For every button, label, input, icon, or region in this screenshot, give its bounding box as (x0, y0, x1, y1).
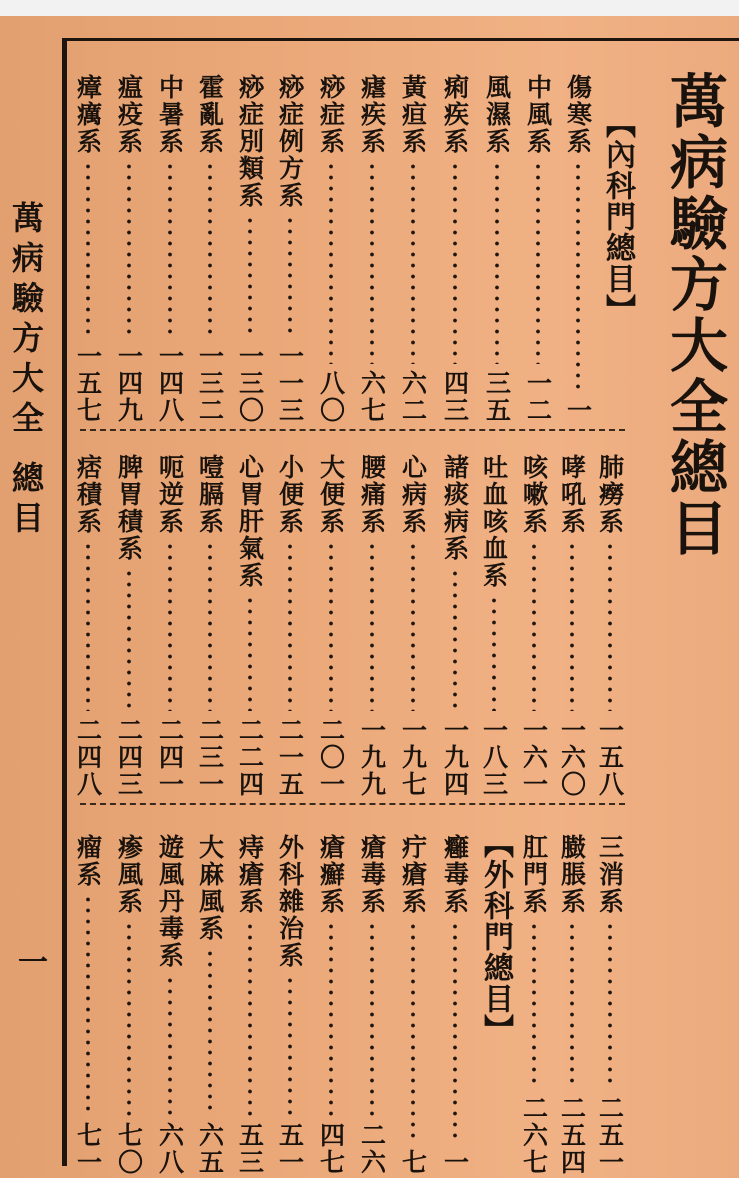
top-band-entry (232, 74, 268, 424)
dot-leader (85, 541, 91, 711)
dot-leader (126, 921, 132, 1116)
middle-band-entry (354, 454, 390, 798)
dot-leader (531, 921, 537, 1089)
dot-leader (607, 921, 613, 1089)
dot-leader (531, 541, 537, 711)
entry-name: 瘧疾系 (357, 74, 387, 155)
entry-page-number: 一五八 (595, 717, 625, 798)
dot-leader (247, 595, 253, 711)
dot-leader (607, 541, 613, 711)
dot-leader (85, 161, 91, 337)
middle-band-entry (592, 454, 628, 798)
entry-page-number: 六二 (398, 370, 428, 424)
top-band-entry (70, 74, 106, 424)
entry-name: 瘆風系 (114, 834, 144, 915)
dot-leader (575, 161, 581, 391)
entry-name: 癰毒系 (440, 834, 470, 915)
top-band-entry (272, 74, 308, 424)
entry-page-number: 二三一 (195, 717, 225, 798)
dot-leader (247, 215, 253, 337)
entry-name: 痧症例方系 (275, 74, 305, 209)
top-band-entry (560, 74, 596, 424)
entry-name: 呃逆系 (155, 454, 185, 535)
dot-leader (328, 541, 334, 711)
dot-leader (491, 595, 497, 711)
middle-band-entry (111, 454, 147, 798)
dot-leader (167, 541, 173, 711)
page-title: 萬病驗方大全總目 (660, 71, 728, 559)
middle-band-entry (313, 454, 349, 798)
dot-leader (535, 161, 541, 364)
entry-name: 大麻風系 (195, 834, 225, 942)
bottom-band-entry (395, 834, 431, 1176)
middle-band-entry (516, 454, 552, 798)
bottom-band-entry (313, 834, 349, 1176)
dot-leader (85, 894, 91, 1116)
dot-leader (167, 161, 173, 337)
dot-leader (369, 921, 375, 1116)
entry-name: 瘡毒系 (357, 834, 387, 915)
entry-name: 痔瘡系 (235, 834, 265, 915)
entry-page-number: 八〇 (316, 370, 346, 424)
top-band-entry (354, 74, 390, 424)
top-band-entry (520, 74, 556, 424)
entry-page-number: 二五四 (557, 1095, 587, 1176)
bottom-band-entry (516, 834, 552, 1176)
entry-page-number: 一八三 (479, 717, 509, 798)
dot-leader (410, 161, 416, 364)
entry-name: 疔瘡系 (398, 834, 428, 915)
entry-page-number: 一三二 (195, 343, 225, 424)
entry-page-number: 二四一 (155, 717, 185, 798)
entry-name: 大便系 (316, 454, 346, 535)
top-band-entry (395, 74, 431, 424)
entry-name: 瘴癘系 (73, 74, 103, 155)
entry-name: 中暑系 (155, 74, 185, 155)
top-band-entry (313, 74, 349, 424)
entry-page-number: 二二四 (235, 717, 265, 798)
middle-band-entry (476, 454, 512, 798)
middle-band-entry (554, 454, 590, 798)
entry-page-number: 一二 (523, 370, 553, 424)
section-heading-waike: 【外科門總目】 (478, 828, 513, 1045)
side-title-text: 萬病驗方大全 (7, 201, 45, 441)
entry-name: 臌脹系 (557, 834, 587, 915)
entry-page-number: 一六一 (519, 717, 549, 798)
middle-band-entry (437, 454, 473, 798)
bottom-band-entry (592, 834, 628, 1176)
dot-leader (569, 541, 575, 711)
entry-page-number: 二四八 (73, 717, 103, 798)
bottom-band-entry (111, 834, 147, 1176)
dot-leader (369, 541, 375, 711)
book-page (0, 16, 739, 1178)
entry-name: 痞積系 (73, 454, 103, 535)
entry-page-number: 二一五 (275, 717, 305, 798)
dot-leader (452, 921, 458, 1143)
entry-name: 脾胃積系 (114, 454, 144, 562)
middle-band-entry (272, 454, 308, 798)
bottom-band-entry (354, 834, 390, 1176)
entry-name: 中風系 (523, 74, 553, 155)
dot-leader (369, 161, 375, 364)
dot-leader (167, 975, 173, 1116)
middle-band-entry (232, 454, 268, 798)
bottom-band-entry (152, 834, 188, 1176)
entry-page-number: 五三 (235, 1122, 265, 1176)
entry-name: 瘡癬系 (316, 834, 346, 915)
entry-name: 外科雜治系 (275, 834, 305, 969)
entry-name: 遊風丹毒系 (155, 834, 185, 969)
entry-page-number: 一四九 (114, 343, 144, 424)
entry-name: 痧症別類系 (235, 74, 265, 209)
entry-name: 肺癆系 (595, 454, 625, 535)
bottom-band-entry (232, 834, 268, 1176)
entry-name: 風濕系 (482, 74, 512, 155)
entry-page-number: 七 (398, 1149, 428, 1176)
entry-name: 咳嗽系 (519, 454, 549, 535)
divider-top (80, 429, 625, 431)
entry-page-number: 二五一 (595, 1095, 625, 1176)
dot-leader (207, 161, 213, 337)
dot-leader (569, 921, 575, 1089)
entry-page-number: 一九七 (398, 717, 428, 798)
page-number: 一 (12, 946, 47, 976)
entry-name: 哮吼系 (557, 454, 587, 535)
entry-name: 痢疾系 (440, 74, 470, 155)
entry-page-number: 四三 (440, 370, 470, 424)
entry-page-number: 六五 (195, 1122, 225, 1176)
entry-name: 腰痛系 (357, 454, 387, 535)
dot-leader (494, 161, 500, 364)
entry-page-number: 六八 (155, 1122, 185, 1176)
bottom-band-entry (192, 834, 228, 1176)
middle-band-entry (192, 454, 228, 798)
dot-leader (410, 541, 416, 711)
entry-name: 黃疸系 (398, 74, 428, 155)
entry-page-number: 七〇 (114, 1122, 144, 1176)
entry-page-number: 一六〇 (557, 717, 587, 798)
entry-name: 吐血咳血系 (479, 454, 509, 589)
entry-name: 霍亂系 (195, 74, 225, 155)
dot-leader (126, 568, 132, 711)
entry-page-number: 四七 (316, 1122, 346, 1176)
entry-name: 肛門系 (519, 834, 549, 915)
dot-leader (452, 568, 458, 711)
middle-band-entry (152, 454, 188, 798)
bottom-band-entry (554, 834, 590, 1176)
top-band-entry (111, 74, 147, 424)
entry-name: 心胃肝氣系 (235, 454, 265, 589)
middle-band-entry (395, 454, 431, 798)
bottom-band-entry (272, 834, 308, 1176)
dot-leader (328, 161, 334, 364)
entry-page-number: 一四八 (155, 343, 185, 424)
divider-bottom (80, 803, 625, 805)
middle-band-entry (70, 454, 106, 798)
side-title-suffix: 總目 (7, 461, 45, 541)
dot-leader (207, 948, 213, 1116)
entry-page-number: 一 (440, 1149, 470, 1176)
dot-leader (452, 161, 458, 364)
entry-page-number: 一三〇 (235, 343, 265, 424)
section-heading-neike: 【內科門總目】 (600, 108, 635, 325)
dot-leader (328, 921, 334, 1116)
entry-page-number: 一五七 (73, 343, 103, 424)
bottom-band-entry (70, 834, 106, 1176)
dot-leader (287, 541, 293, 711)
entry-name: 傷寒系 (563, 74, 593, 155)
top-band-entry (437, 74, 473, 424)
entry-page-number: 一一三 (275, 343, 305, 424)
entry-page-number: 二〇一 (316, 717, 346, 798)
entry-page-number: 一九四 (440, 717, 470, 798)
top-band-entry (152, 74, 188, 424)
entry-page-number: 三五 (482, 370, 512, 424)
dot-leader (126, 161, 132, 337)
bottom-band-entry (437, 834, 473, 1176)
dot-leader (287, 975, 293, 1116)
entry-name: 噎膈系 (195, 454, 225, 535)
top-band-entry (479, 74, 515, 424)
top-band-entry (192, 74, 228, 424)
entry-name: 心病系 (398, 454, 428, 535)
entry-page-number: 二六 (357, 1122, 387, 1176)
dot-leader (207, 541, 213, 711)
entry-page-number: 一 (563, 397, 593, 424)
dot-leader (287, 215, 293, 337)
entry-name: 小便系 (275, 454, 305, 535)
dot-leader (247, 921, 253, 1116)
entry-page-number: 七一 (73, 1122, 103, 1176)
side-title (7, 201, 45, 541)
entry-page-number: 二四三 (114, 717, 144, 798)
entry-name: 諸痰病系 (440, 454, 470, 562)
entry-page-number: 六七 (357, 370, 387, 424)
entry-page-number: 二六七 (519, 1095, 549, 1176)
dot-leader (410, 921, 416, 1143)
entry-name: 三消系 (595, 834, 625, 915)
entry-name: 痧症系 (316, 74, 346, 155)
entry-name: 瘟疫系 (114, 74, 144, 155)
entry-page-number: 一九九 (357, 717, 387, 798)
entry-page-number: 五一 (275, 1122, 305, 1176)
entry-name: 瘤系 (73, 834, 103, 888)
